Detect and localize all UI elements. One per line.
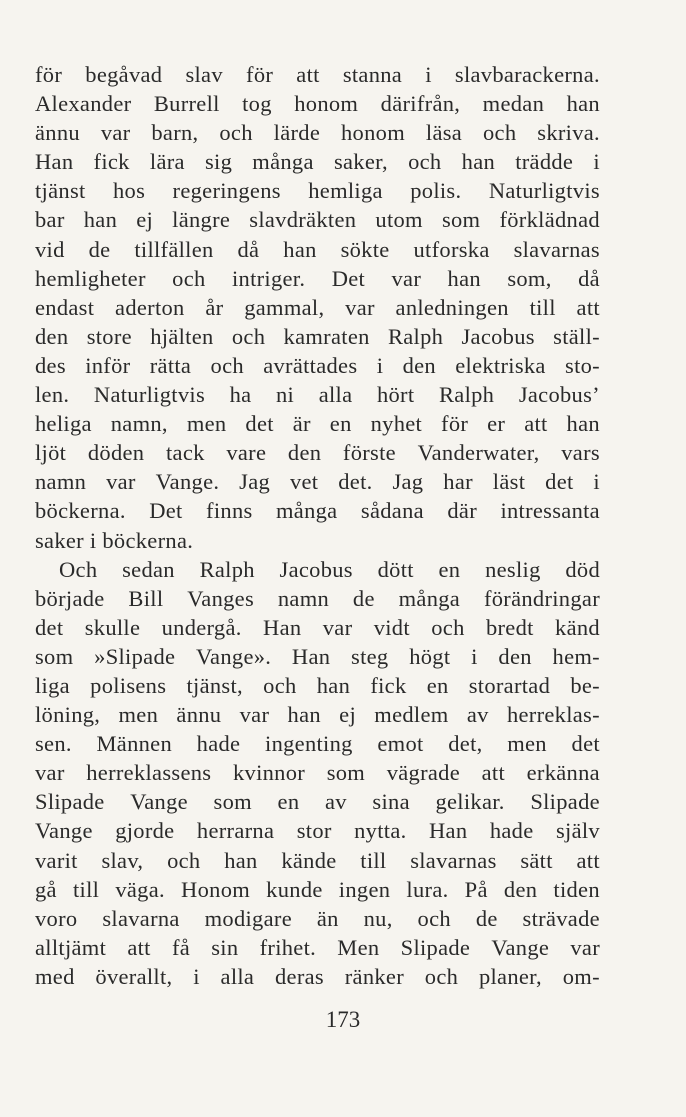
page-number: 173 <box>325 1007 361 1032</box>
text-line: len. Naturligtvis ha ni alla hört Ralph Jacobus’ <box>35 382 600 408</box>
text-line: böckerna. Det finns många sådana där intressanta <box>35 498 600 524</box>
text-line: ännu var barn, och lärde honom läsa och skriva. <box>35 120 600 146</box>
text-line: saker i böckerna. <box>35 527 194 553</box>
text-line: voro slavarna modigare än nu, och de strävade <box>35 905 600 931</box>
text-line: ljöt döden tack vare den förste Vanderwater, vars <box>35 440 600 466</box>
text-line: varit slav, och han kände till slavarnas sätt att <box>35 847 600 873</box>
text-line: gå till väga. Honom kunde ingen lura. På den tiden <box>35 876 600 902</box>
text-line: alltjämt att få sin frihet. Men Slipade Vange var <box>35 934 600 960</box>
text-line: började Bill Vanges namn de många förändringar <box>35 585 600 611</box>
text-line: liga polisens tjänst, och han fick en storartad be- <box>35 672 600 698</box>
text-line: Och sedan Ralph Jacobus dött en neslig död <box>59 556 600 582</box>
text-line: des inför rätta och avrättades i den elektriska sto- <box>35 352 600 378</box>
text-line: namn var Vange. Jag vet det. Jag har läst det i <box>35 469 600 495</box>
text-line: endast aderton år gammal, var anledningen till att <box>35 294 600 320</box>
text-line: tjänst hos regeringens hemliga polis. Naturligtvis <box>35 178 600 204</box>
text-line: vid de tillfällen då han sökte utforska slavarnas <box>35 236 600 262</box>
text-line: heliga namn, men det är en nyhet för er att han <box>35 411 600 437</box>
text-line: med överallt, i alla deras ränker och planer, om- <box>35 963 600 989</box>
text-line: löning, men ännu var han ej medlem av herreklas- <box>35 702 600 728</box>
text-line: för begåvad slav för att stanna i slavbarackerna. <box>35 62 600 87</box>
text-line: det skulle undergå. Han var vidt och bredt känd <box>35 614 600 640</box>
text-line: var herreklassens kvinnor som vägrade att erkänna <box>35 760 600 786</box>
text-line: Vange gjorde herrarna stor nytta. Han hade själv <box>35 818 600 844</box>
text-line: den store hjälten och kamraten Ralph Jacobus ställ- <box>35 323 600 349</box>
text-line: sen. Männen hade ingenting emot det, men det <box>35 731 600 757</box>
text-line: bar han ej längre slavdräkten utom som förklädnad <box>35 207 600 233</box>
text-line: Slipade Vange som en av sina gelikar. Slipade <box>35 789 600 815</box>
body-text <box>35 60 600 991</box>
text-line: Han fick lära sig många saker, och han trädde i <box>35 149 600 175</box>
text-line: hemligheter och intriger. Det var han som, då <box>35 265 600 291</box>
text-line: som »Slipade Vange». Han steg högt i den hem- <box>35 643 600 669</box>
text-line: Alexander Burrell tog honom därifrån, medan han <box>35 91 600 117</box>
